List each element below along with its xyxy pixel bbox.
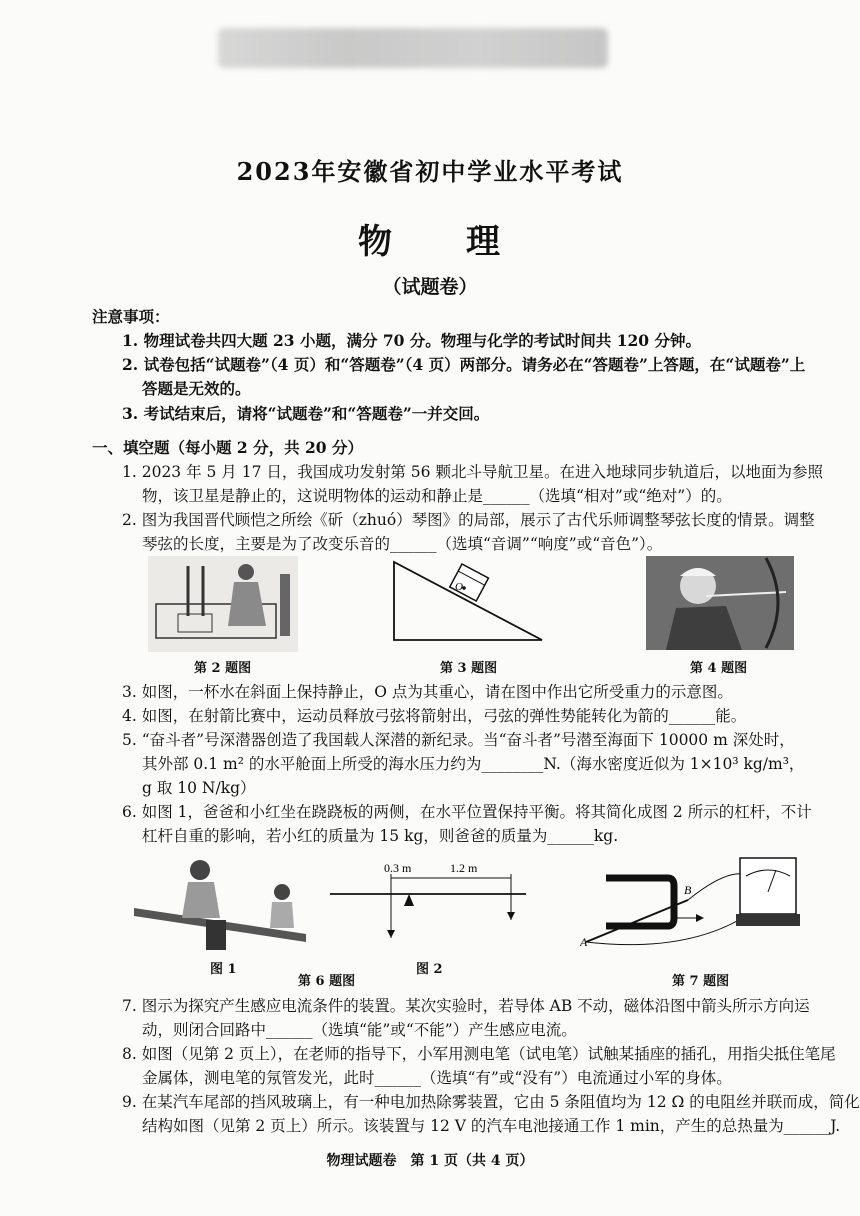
point-b-label: B bbox=[684, 883, 692, 897]
q6-line-1: 6. 如图 1，爸爸和小红坐在跷跷板的两侧，在水平位置保持平衡。将其简化成图 2 所示的杠杆，不计 bbox=[122, 803, 812, 821]
q5-line-2: 其外部 0.1 m² 的水平舱面上所受的海水压力约为________N.（海水密度近似为 1×10³ kg/m³， bbox=[142, 755, 805, 773]
q6-caption: 第 6 题图 bbox=[298, 974, 356, 989]
q6-seesaw-figure bbox=[130, 852, 310, 954]
subject-title: 物 理 bbox=[358, 222, 502, 262]
notice-item-2-cont: 答题是无效的。 bbox=[142, 379, 251, 398]
q2-line-2: 琴弦的长度，主要是为了改变乐音的______（选填“音调”“响度”或“音色”）。 bbox=[142, 535, 663, 553]
q6-fig1-caption: 图 1 bbox=[210, 962, 237, 977]
q7-caption: 第 7 题图 bbox=[672, 974, 730, 989]
q7-induction-figure bbox=[580, 846, 808, 956]
q6-lever-figure bbox=[330, 858, 526, 938]
q1-line-1: 1. 2023 年 5 月 17 日，我国成功发射第 56 颗北斗导航卫星。在进入地球同步轨道后，以地面为参照 bbox=[122, 463, 823, 481]
q6-fig2-caption: 图 2 bbox=[416, 962, 443, 977]
q8-line-2: 金属体，测电笔的氖管发光，此时______（选填“有”或“没有”）电流通过小军的身体。 bbox=[142, 1069, 732, 1087]
notice-item-2: 2. 试卷包括“试题卷”（4 页）和“答题卷”（4 页）两部分。请务必在“答题卷”上答题，在“试题卷”上 bbox=[122, 355, 806, 374]
q5-line-1: 5. “奋斗者”号深潜器创造了我国载人深潜的新纪录。当“奋斗者”号潜至海面下 10000 m 深处时， bbox=[122, 731, 795, 749]
section-heading: 一、填空题（每小题 2 分，共 20 分） bbox=[92, 438, 363, 457]
q2-caption: 第 2 题图 bbox=[194, 661, 252, 676]
q2-painting-figure bbox=[148, 556, 298, 652]
page-footer: 物理试题卷 第 1 页（共 4 页） bbox=[326, 1153, 534, 1169]
q9-line-2: 结构如图（见第 2 页上）所示。该装置与 12 V 的汽车电池接通工作 1 min，产生的总热量为______J. bbox=[142, 1117, 841, 1135]
q4-caption: 第 4 题图 bbox=[690, 661, 748, 676]
q5-line-3: g 取 10 N/kg） bbox=[142, 779, 256, 797]
q4-text: 4. 如图，在射箭比赛中，运动员释放弓弦将箭射出，弓弦的弹性势能转化为箭的______能。 bbox=[122, 707, 747, 725]
q4-archer-figure bbox=[646, 556, 794, 650]
redacted-banner bbox=[218, 28, 608, 68]
lever-left-label: 0.3 m bbox=[384, 861, 412, 875]
q9-line-1: 9. 在某汽车尾部的挡风玻璃上，有一种电加热除雾装置，它由 5 条阻值均为 12 Ω 的电阻丝并联而成，简化 bbox=[122, 1093, 860, 1111]
q3-incline-figure bbox=[392, 556, 544, 644]
q8-line-1: 8. 如图（见第 2 页上），在老师的指导下，小军用测电笔（试电笔）试触某插座的插孔，用指尖抵住笔尾 bbox=[122, 1045, 836, 1063]
q3-caption: 第 3 题图 bbox=[440, 661, 498, 676]
q7-line-1: 7. 图示为探究产生感应电流条件的装置。某次实验时，若导体 AB 不动，磁体沿图中箭头所示方向运 bbox=[122, 997, 810, 1015]
notice-heading: 注意事项： bbox=[92, 307, 170, 326]
q7-line-2: 动，则闭合回路中______（选填“能”或“不能”）产生感应电流。 bbox=[142, 1021, 577, 1039]
exam-title: 2023年安徽省初中学业水平考试 bbox=[236, 157, 624, 186]
q3-center-label: O bbox=[455, 581, 463, 593]
q2-line-1: 2. 图为我国晋代顾恺之所绘《斫（zhuó）琴图》的局部，展示了古代乐师调整琴弦长度的情景。调整 bbox=[122, 511, 815, 529]
notice-item-3: 3. 考试结束后，请将“试题卷”和“答题卷”一并交回。 bbox=[122, 404, 490, 423]
q6-line-2: 杠杆自重的影响，若小红的质量为 15 kg，则爸爸的质量为______kg. bbox=[142, 827, 619, 845]
notice-item-1: 1. 物理试卷共四大题 23 小题，满分 70 分。物理与化学的考试时间共 120 分钟。 bbox=[122, 331, 701, 350]
point-a-label: A bbox=[580, 935, 588, 949]
q1-line-2: 物，该卫星是静止的，这说明物体的运动和静止是______（选填“相对”或“绝对”）的。 bbox=[142, 487, 732, 505]
lever-right-label: 1.2 m bbox=[450, 861, 478, 875]
paper-type: （试题卷） bbox=[382, 276, 478, 298]
q3-text: 3. 如图，一杯水在斜面上保持静止，O 点为其重心，请在图中作出它所受重力的示意图。 bbox=[122, 683, 733, 701]
